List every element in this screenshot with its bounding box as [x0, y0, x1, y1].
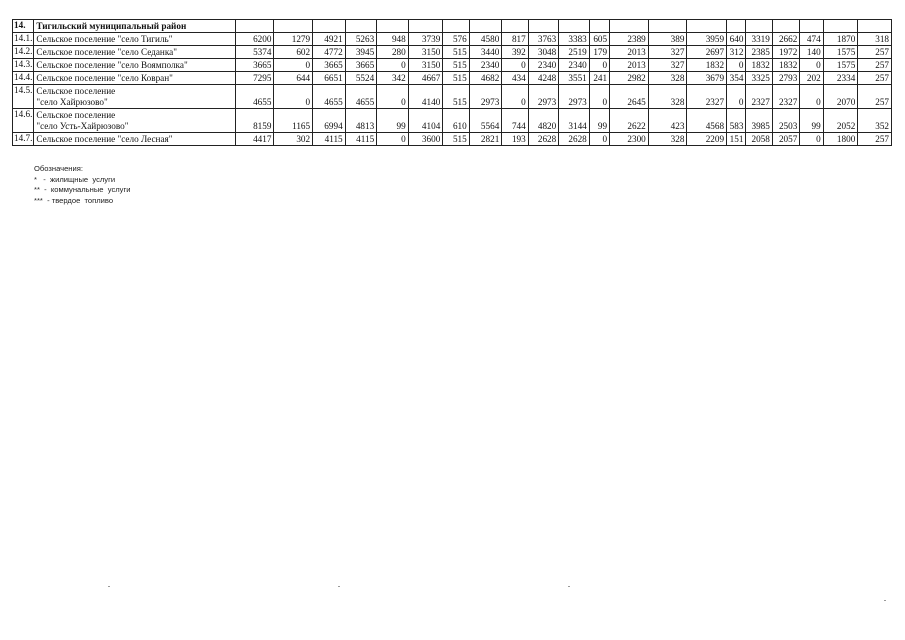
- value-cell: 2973: [528, 85, 559, 109]
- settlement-name: [34, 85, 235, 109]
- value-cell: 0: [274, 85, 313, 109]
- value-cell: 2519: [559, 46, 590, 59]
- value-cell: 1800: [823, 133, 858, 146]
- table-row: [13, 46, 892, 59]
- value-cell: 3600: [408, 133, 443, 146]
- value-cell: 2209: [687, 133, 727, 146]
- settlement-name-line: Сельское поселение "село Ковран": [36, 73, 173, 83]
- value-cell: 302: [274, 133, 313, 146]
- value-cell: 5263: [345, 33, 377, 46]
- value-cell: 0: [502, 85, 528, 109]
- legend: [34, 164, 130, 206]
- value-cell: 179: [589, 46, 609, 59]
- value-cell: 1832: [772, 59, 799, 72]
- value-cell: 4568: [687, 109, 727, 133]
- value-cell: 515: [443, 59, 469, 72]
- value-cell: 2821: [469, 133, 502, 146]
- settlement-name-line: Сельское поселение: [36, 110, 116, 120]
- scan-speck: [108, 586, 110, 587]
- scan-speck: [338, 586, 340, 587]
- value-cell: 4682: [469, 72, 502, 85]
- settlement-name: [34, 109, 235, 133]
- row-number: 14.5.: [13, 85, 34, 109]
- settlement-name-line: Сельское поселение: [36, 86, 116, 96]
- value-cell: 354: [727, 72, 746, 85]
- value-cell: 3325: [746, 72, 772, 85]
- settlement-name-line: Сельское поселение "село Тигиль": [36, 34, 173, 44]
- value-cell: 1832: [687, 59, 727, 72]
- value-cell: 140: [800, 46, 823, 59]
- value-cell: 2327: [772, 85, 799, 109]
- value-cell: 3551: [559, 72, 590, 85]
- value-cell: 4580: [469, 33, 502, 46]
- value-cell: 312: [727, 46, 746, 59]
- value-cell: 0: [502, 59, 528, 72]
- value-cell: 8159: [235, 109, 274, 133]
- value-cell: 202: [800, 72, 823, 85]
- value-cell: 4655: [235, 85, 274, 109]
- value-cell: 3383: [559, 33, 590, 46]
- value-cell: 3945: [345, 46, 377, 59]
- value-cell: 328: [648, 72, 687, 85]
- value-cell: 0: [589, 59, 609, 72]
- value-cell: 4417: [235, 133, 274, 146]
- row-number: 14.2.: [13, 46, 34, 59]
- value-cell: 0: [727, 85, 746, 109]
- value-cell: 4921: [313, 33, 346, 46]
- value-cell: 0: [589, 85, 609, 109]
- value-cell: 4820: [528, 109, 559, 133]
- value-cell: 2628: [559, 133, 590, 146]
- settlement-name: [34, 33, 235, 46]
- value-cell: 2013: [610, 59, 649, 72]
- value-cell: 0: [377, 85, 409, 109]
- settlement-name: [34, 46, 235, 59]
- row-number: 14.3.: [13, 59, 34, 72]
- legend-item: ** - коммунальные услуги: [34, 185, 131, 194]
- value-cell: 99: [800, 109, 823, 133]
- value-cell: 99: [377, 109, 409, 133]
- value-cell: 1972: [772, 46, 799, 59]
- value-cell: 515: [443, 72, 469, 85]
- value-cell: 5374: [235, 46, 274, 59]
- value-cell: 1165: [274, 109, 313, 133]
- value-cell: 2070: [823, 85, 858, 109]
- value-cell: 1575: [823, 46, 858, 59]
- table-row: [13, 133, 892, 146]
- value-cell: 644: [274, 72, 313, 85]
- value-cell: 2327: [746, 85, 772, 109]
- value-cell: 5564: [469, 109, 502, 133]
- value-cell: 1575: [823, 59, 858, 72]
- value-cell: 515: [443, 85, 469, 109]
- value-cell: 257: [858, 59, 892, 72]
- row-number: 14.6.: [13, 109, 34, 133]
- value-cell: 2052: [823, 109, 858, 133]
- value-cell: 2334: [823, 72, 858, 85]
- settlement-name-line: Сельское поселение "село Лесная": [36, 134, 173, 144]
- value-cell: 4772: [313, 46, 346, 59]
- value-cell: 4140: [408, 85, 443, 109]
- value-cell: 0: [800, 59, 823, 72]
- legend-item: * - жилищные услуги: [34, 174, 116, 184]
- legend-title: Обозначения:: [34, 164, 83, 173]
- value-cell: 280: [377, 46, 409, 59]
- value-cell: 328: [648, 133, 687, 146]
- table-row: [13, 59, 892, 72]
- value-cell: 318: [858, 33, 892, 46]
- value-cell: 605: [589, 33, 609, 46]
- value-cell: 817: [502, 33, 528, 46]
- value-cell: 6200: [235, 33, 274, 46]
- value-cell: 257: [858, 72, 892, 85]
- data-table: [12, 19, 892, 146]
- value-cell: 4813: [345, 109, 377, 133]
- value-cell: 3985: [746, 109, 772, 133]
- value-cell: 640: [727, 33, 746, 46]
- value-cell: 1870: [823, 33, 858, 46]
- value-cell: 257: [858, 46, 892, 59]
- settlement-name-line: "село Хайрюзово": [36, 97, 108, 107]
- value-cell: 2057: [772, 133, 799, 146]
- value-cell: 2793: [772, 72, 799, 85]
- settlement-name: [34, 133, 235, 146]
- value-cell: 602: [274, 46, 313, 59]
- value-cell: 583: [727, 109, 746, 133]
- value-cell: 4667: [408, 72, 443, 85]
- table-row: [13, 33, 892, 46]
- value-cell: 389: [648, 33, 687, 46]
- settlement-name: [34, 59, 235, 72]
- value-cell: 948: [377, 33, 409, 46]
- value-cell: 7295: [235, 72, 274, 85]
- value-cell: 257: [858, 133, 892, 146]
- value-cell: 352: [858, 109, 892, 133]
- value-cell: 2982: [610, 72, 649, 85]
- value-cell: 6994: [313, 109, 346, 133]
- value-cell: 0: [727, 59, 746, 72]
- table-row: [13, 109, 892, 133]
- row-number: 14.4.: [13, 72, 34, 85]
- scan-speck: [568, 586, 570, 587]
- row-number: 14.1.: [13, 33, 34, 46]
- value-cell: 342: [377, 72, 409, 85]
- value-cell: 744: [502, 109, 528, 133]
- table-header-row: [13, 20, 892, 33]
- value-cell: 2503: [772, 109, 799, 133]
- value-cell: 3150: [408, 59, 443, 72]
- value-cell: 3679: [687, 72, 727, 85]
- value-cell: 3440: [469, 46, 502, 59]
- value-cell: 0: [377, 59, 409, 72]
- value-cell: 3048: [528, 46, 559, 59]
- value-cell: 151: [727, 133, 746, 146]
- value-cell: 392: [502, 46, 528, 59]
- value-cell: 3665: [345, 59, 377, 72]
- section-number: 14.: [13, 20, 34, 33]
- value-cell: 2622: [610, 109, 649, 133]
- value-cell: 0: [377, 133, 409, 146]
- value-cell: 4104: [408, 109, 443, 133]
- value-cell: 193: [502, 133, 528, 146]
- value-cell: 3763: [528, 33, 559, 46]
- value-cell: 474: [800, 33, 823, 46]
- value-cell: 0: [274, 59, 313, 72]
- value-cell: 434: [502, 72, 528, 85]
- value-cell: 0: [800, 133, 823, 146]
- value-cell: 1279: [274, 33, 313, 46]
- value-cell: 2389: [610, 33, 649, 46]
- value-cell: 327: [648, 59, 687, 72]
- value-cell: 0: [800, 85, 823, 109]
- value-cell: 2013: [610, 46, 649, 59]
- value-cell: 2973: [469, 85, 502, 109]
- value-cell: 3150: [408, 46, 443, 59]
- legend-item: *** - твердое топливо: [34, 195, 114, 205]
- value-cell: 5524: [345, 72, 377, 85]
- value-cell: 2300: [610, 133, 649, 146]
- table-row: [13, 85, 892, 109]
- settlement-name-line: Сельское поселение "село Седанка": [36, 47, 177, 57]
- value-cell: 6651: [313, 72, 346, 85]
- value-cell: 328: [648, 85, 687, 109]
- settlement-name-line: "село Усть-Хайрюзово": [36, 121, 129, 131]
- value-cell: 3739: [408, 33, 443, 46]
- value-cell: 0: [589, 133, 609, 146]
- value-cell: 2058: [746, 133, 772, 146]
- value-cell: 2697: [687, 46, 727, 59]
- settlement-name-line: Сельское поселение "село Воямполка": [36, 60, 188, 70]
- value-cell: 515: [443, 133, 469, 146]
- value-cell: 99: [589, 109, 609, 133]
- value-cell: 4655: [345, 85, 377, 109]
- table-row: [13, 72, 892, 85]
- value-cell: 3144: [559, 109, 590, 133]
- value-cell: 610: [443, 109, 469, 133]
- value-cell: 2662: [772, 33, 799, 46]
- value-cell: 4115: [345, 133, 377, 146]
- value-cell: 4248: [528, 72, 559, 85]
- value-cell: 515: [443, 46, 469, 59]
- value-cell: 4655: [313, 85, 346, 109]
- value-cell: 4115: [313, 133, 346, 146]
- value-cell: 257: [858, 85, 892, 109]
- value-cell: 3319: [746, 33, 772, 46]
- value-cell: 2340: [559, 59, 590, 72]
- value-cell: 3665: [235, 59, 274, 72]
- value-cell: 241: [589, 72, 609, 85]
- value-cell: 327: [648, 46, 687, 59]
- value-cell: 2340: [528, 59, 559, 72]
- value-cell: 423: [648, 109, 687, 133]
- value-cell: 576: [443, 33, 469, 46]
- settlement-name: [34, 72, 235, 85]
- section-title: Тигильский муниципальный район: [34, 20, 235, 33]
- scan-speck: [884, 600, 886, 601]
- value-cell: 2340: [469, 59, 502, 72]
- value-cell: 3665: [313, 59, 346, 72]
- value-cell: 3959: [687, 33, 727, 46]
- row-number: 14.7.: [13, 133, 34, 146]
- value-cell: 2628: [528, 133, 559, 146]
- value-cell: 2385: [746, 46, 772, 59]
- value-cell: 2645: [610, 85, 649, 109]
- value-cell: 2327: [687, 85, 727, 109]
- value-cell: 2973: [559, 85, 590, 109]
- value-cell: 1832: [746, 59, 772, 72]
